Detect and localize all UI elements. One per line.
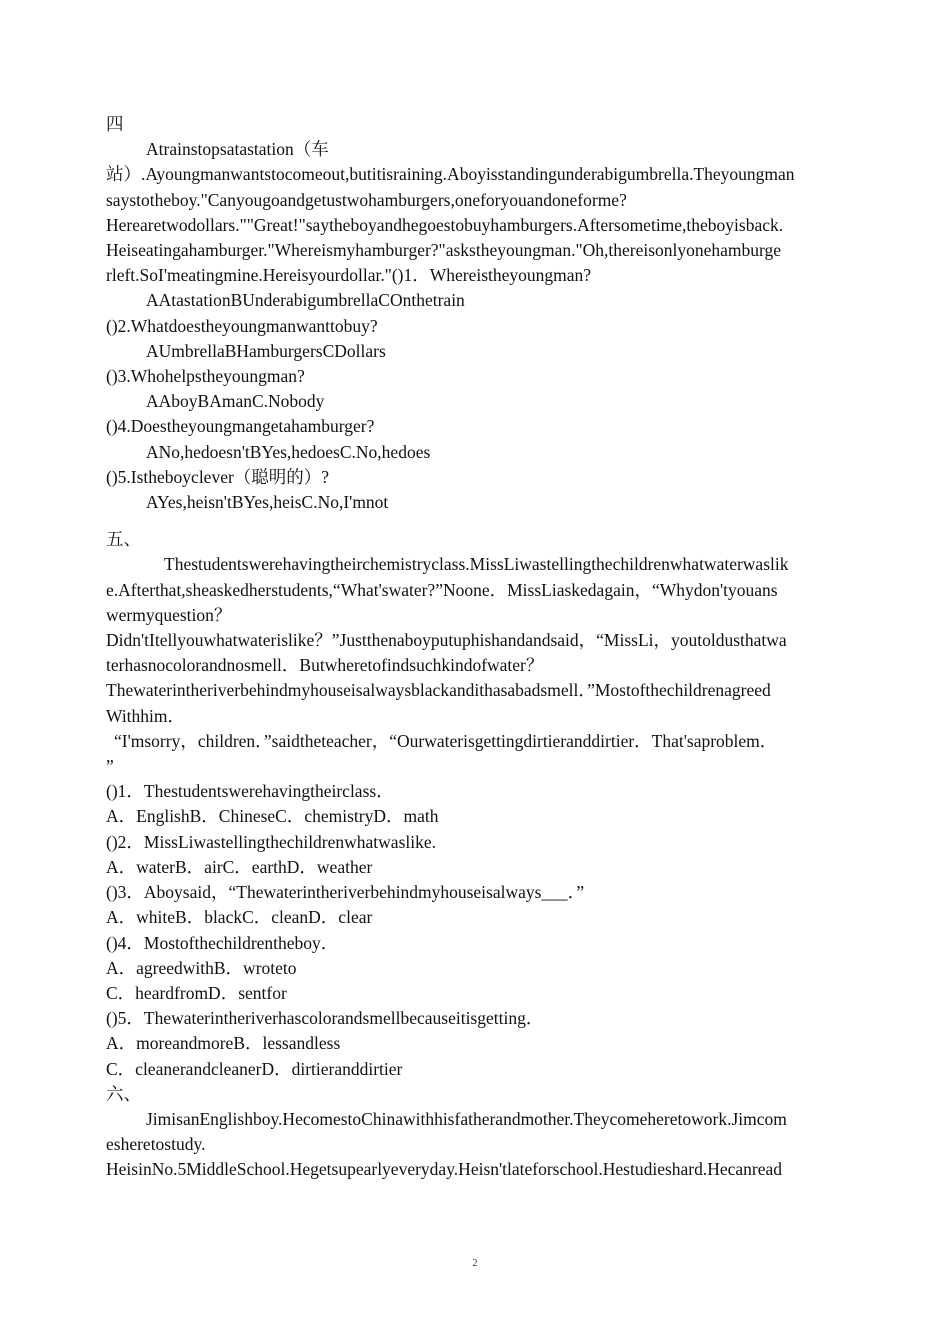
answer-options: AYes,heisn'tBYes,heisC.No,I'mnot — [146, 492, 389, 513]
passage-line: esheretostudy. — [106, 1134, 206, 1155]
answer-options: ANo,hedoesn'tBYes,hedoesC.No,hedoes — [146, 441, 431, 462]
question-line: rleft.SoI'meatingmine.Hereisyourdollar."()1．Whereistheyoungman? — [106, 265, 592, 286]
passage-line: Didn'tItellyouwhatwaterislike？”Justthenaboyputuphishandandsaid，“MissLi，youtoldusthatwa — [106, 630, 787, 651]
passage-line: terhasnocolorandnosmell．Butwheretofindsuchkindofwater？ — [106, 655, 544, 676]
page-number: 2 — [472, 1258, 478, 1269]
question-line: ()2．MissLiwastellingthechildrenwhatwaslike. — [106, 831, 436, 852]
passage-line: 站）.Ayoungmanwantstocomeout,butitisraining.Aboyisstandingunderabigumbrella.Theyoungman — [106, 164, 795, 185]
question-line: ()1．Thestudentswerehavingtheirclass． — [106, 781, 394, 802]
question-line: ()5．Thewaterintheriverhascolorandsmellbecauseitisgetting． — [106, 1008, 544, 1029]
section-heading: 六、 — [106, 1083, 141, 1104]
passage-line: wermyquestion？ — [106, 604, 232, 625]
section-heading: 五、 — [106, 529, 141, 550]
passage-line: Herearetwodollars.""Great!"saytheboyandhegoestobuyhamburgers.Aftersometime,theboyisback. — [106, 214, 784, 235]
answer-options: C．cleanerandcleanerD．dirtieranddirtier — [106, 1058, 403, 1079]
answer-options: A．waterB．airC．earthD．weather — [106, 856, 373, 877]
passage-line: JimisanEnglishboy.HecomestoChinawithhisfatherandmother.Theycomeheretowork.Jimcom — [146, 1108, 787, 1129]
passage-line: ” — [106, 756, 114, 777]
passage-line: HeisinNo.5MiddleSchool.Hegetsupearlyeveryday.Heisn'tlateforschool.Hestudieshard.Hecanread — [106, 1159, 783, 1180]
question-line: ()3.Whohelpstheyoungman? — [106, 366, 305, 387]
answer-options: A．agreedwithB．wroteto — [106, 957, 297, 978]
answer-options: AAboyBAmanC.Nobody — [146, 391, 325, 412]
passage-line: Withhim． — [106, 705, 186, 726]
passage-line: Heiseatingahamburger."Whereismyhamburger?"askstheyoungman."Oh,thereisonlyonehamburge — [106, 240, 782, 261]
passage-line: Thewaterintheriverbehindmyhouseisalwaysblackandithasabadsmell．”Mostofthechildrenagreed — [106, 680, 771, 701]
question-line: ()4．Mostofthechildrentheboy． — [106, 932, 339, 953]
answer-options: C．heardfromD．sentfor — [106, 982, 287, 1003]
section-heading: 四 — [106, 114, 124, 134]
answer-options: AAtastationBUnderabigumbrellaCOnthetrain — [146, 290, 465, 311]
question-line: ()2.Whatdoestheyoungmanwanttobuy? — [106, 315, 378, 336]
section-spacer — [106, 515, 852, 527]
answer-options: AUmbrellaBHamburgersCDollars — [146, 340, 386, 361]
passage-line: Atrainstopsatastation（车 — [146, 139, 329, 160]
question-line: ()5.Istheboyclever（聪明的）? — [106, 466, 330, 487]
document-body — [106, 112, 852, 1183]
passage-line: e.Afterthat,sheaskedherstudents,“What'swater?”Noone．MissLiaskedagain，“Whydon'tyouans — [106, 579, 778, 600]
answer-options: A．moreandmoreB．lessandless — [106, 1033, 341, 1054]
answer-options: A．EnglishB．ChineseC．chemistryD．math — [106, 806, 439, 827]
passage-line: “I'msorry，children．”saidtheteacher，“Ourwaterisgettingdirtieranddirtier．That'saproblem． — [114, 730, 778, 751]
answer-options: A．whiteB．blackC．cleanD．clear — [106, 907, 373, 928]
question-line: ()4.Doestheyoungmangetahamburger? — [106, 416, 375, 437]
passage-line: saystotheboy."Canyougoandgetustwohamburgers,oneforyouandoneforme? — [106, 189, 627, 210]
question-line: ()3．Aboysaid，“Thewaterintheriverbehindmyhouseisalways___．” — [106, 882, 585, 903]
passage-line: Thestudentswerehavingtheirchemistryclass.MissLiwastellingthechildrenwhatwaterwaslik — [164, 554, 789, 575]
